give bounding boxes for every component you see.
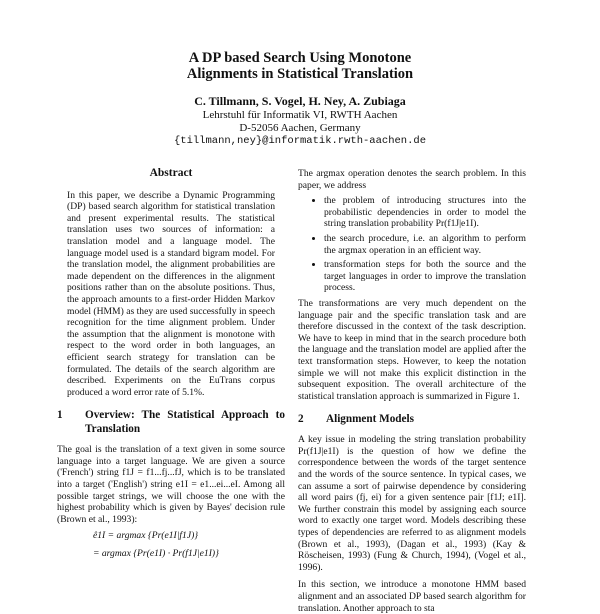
paper-title-line-2: Alignments in Statistical Translation <box>186 66 414 82</box>
email: {tillmann,ney}@informatik.rwth-aachen.de <box>173 135 427 147</box>
affiliation-line-1: Lehrstuhl für Informatik VI, RWTH Aachen <box>202 109 398 121</box>
section-2-heading <box>298 412 526 426</box>
paper-title-line-1: A DP based Search Using Monotone <box>188 50 412 66</box>
paper-header <box>0 50 600 148</box>
contribution-list <box>298 195 526 294</box>
section-1-title: Overview: The Statistical Approach to Translation <box>85 409 285 436</box>
right-intro: The argmax operation denotes the search problem. In this paper, we address <box>298 168 526 191</box>
abstract-text: In this paper, we describe a Dynamic Programming (DP) based search algorithm for statistical translation and present experimental results. The statistical translation uses two sources of information: a translation model and a language model. The language model used is a standard bigram model. For the translation model, the alignment probabilities are made dependent on the differences in the alignment positions rather than on the absolute positions. Thus, the approach amounts to a first-order Hidden Markov model (HMM) as they are used successfully in speech recognition for the time alignment problem. Under the assumption that the alignment is monotone with respect to the word order in both languages, an efficient search strategy for translation can be formulated. The details of the search algorithm are described. Experiments on the EuTrans corpus produced a word error rate of 5.1%. <box>67 189 275 398</box>
right-column <box>298 168 526 614</box>
left-column <box>57 168 285 561</box>
section-1-text: The goal is the translation of a text given in some source language into a target language. We are given a source ('French') string f1J = f1...fj...fJ, which is to be translated into a target ('English') string e1I = e1...ei...eI. Among all possible target strings, we will choose the one with the highest probability which is given by Bayes' decision rule (Brown et al., 1993): <box>57 444 285 525</box>
section-2-title: Alignment Models <box>326 413 414 426</box>
list-item: • the search procedure, i.e. an algorithm to perform the argmax operation in an efficient way. <box>324 233 526 256</box>
affiliation-line-2: D-52056 Aachen, Germany <box>239 122 361 134</box>
section-1-heading <box>57 408 285 436</box>
section-1-number: 1 <box>57 409 63 422</box>
section-2-text-continued: In this section, we introduce a monotone HMM based alignment and an associated DP based search algorithm for translation. Another approach to sta <box>298 579 526 614</box>
abstract-heading: Abstract <box>149 167 193 179</box>
equation-1: ê1I = argmax {Pr(e1I|f1J)} <box>93 530 199 542</box>
list-item: • the problem of introducing structures into the probabilistic dependencies in order to model the string translation probability Pr(f1J|e1I). <box>324 195 526 230</box>
section-2-number: 2 <box>298 413 304 426</box>
authors: C. Tillmann, S. Vogel, H. Ney, A. Zubiaga <box>194 94 406 108</box>
list-item: • transformation steps for both the source and the target languages in order to improve the translation process. <box>324 259 526 294</box>
section-2-text: A key issue in modeling the string translation probability Pr(f1J|e1I) is the question of how we define the correspondence between the words of the target sentence and the words of the source sentence. In typical cases, we can assume a sort of pairwise dependence by considering all word pairs (fj, ei) for a given sentence pair [f1J; e1I]. We further constrain this model by assigning each source word to exactly one target word. Models describing these types of dependencies are referred to as alignment models (Brown et al., 1993), (Dagan et al., 1993) (Kay & Röscheisen, 1993) (Fung & Church, 1994), (Vogel et al., 1996). <box>298 434 526 573</box>
transformations-paragraph: The transformations are very much dependent on the language pair and the specific translation task and are therefore discussed in the context of the task description. We have to keep in mind that in the search procedure both the language and the translation model are applied after the text transformation steps. However, to keep the notation simple we will not make this explicit distinction in the subsequent exposition. The overall architecture of the statistical translation approach is summarized in Figure 1. <box>298 297 526 402</box>
equation-2: = argmax {Pr(e1I) · Pr(f1J|e1I)} <box>93 548 219 560</box>
